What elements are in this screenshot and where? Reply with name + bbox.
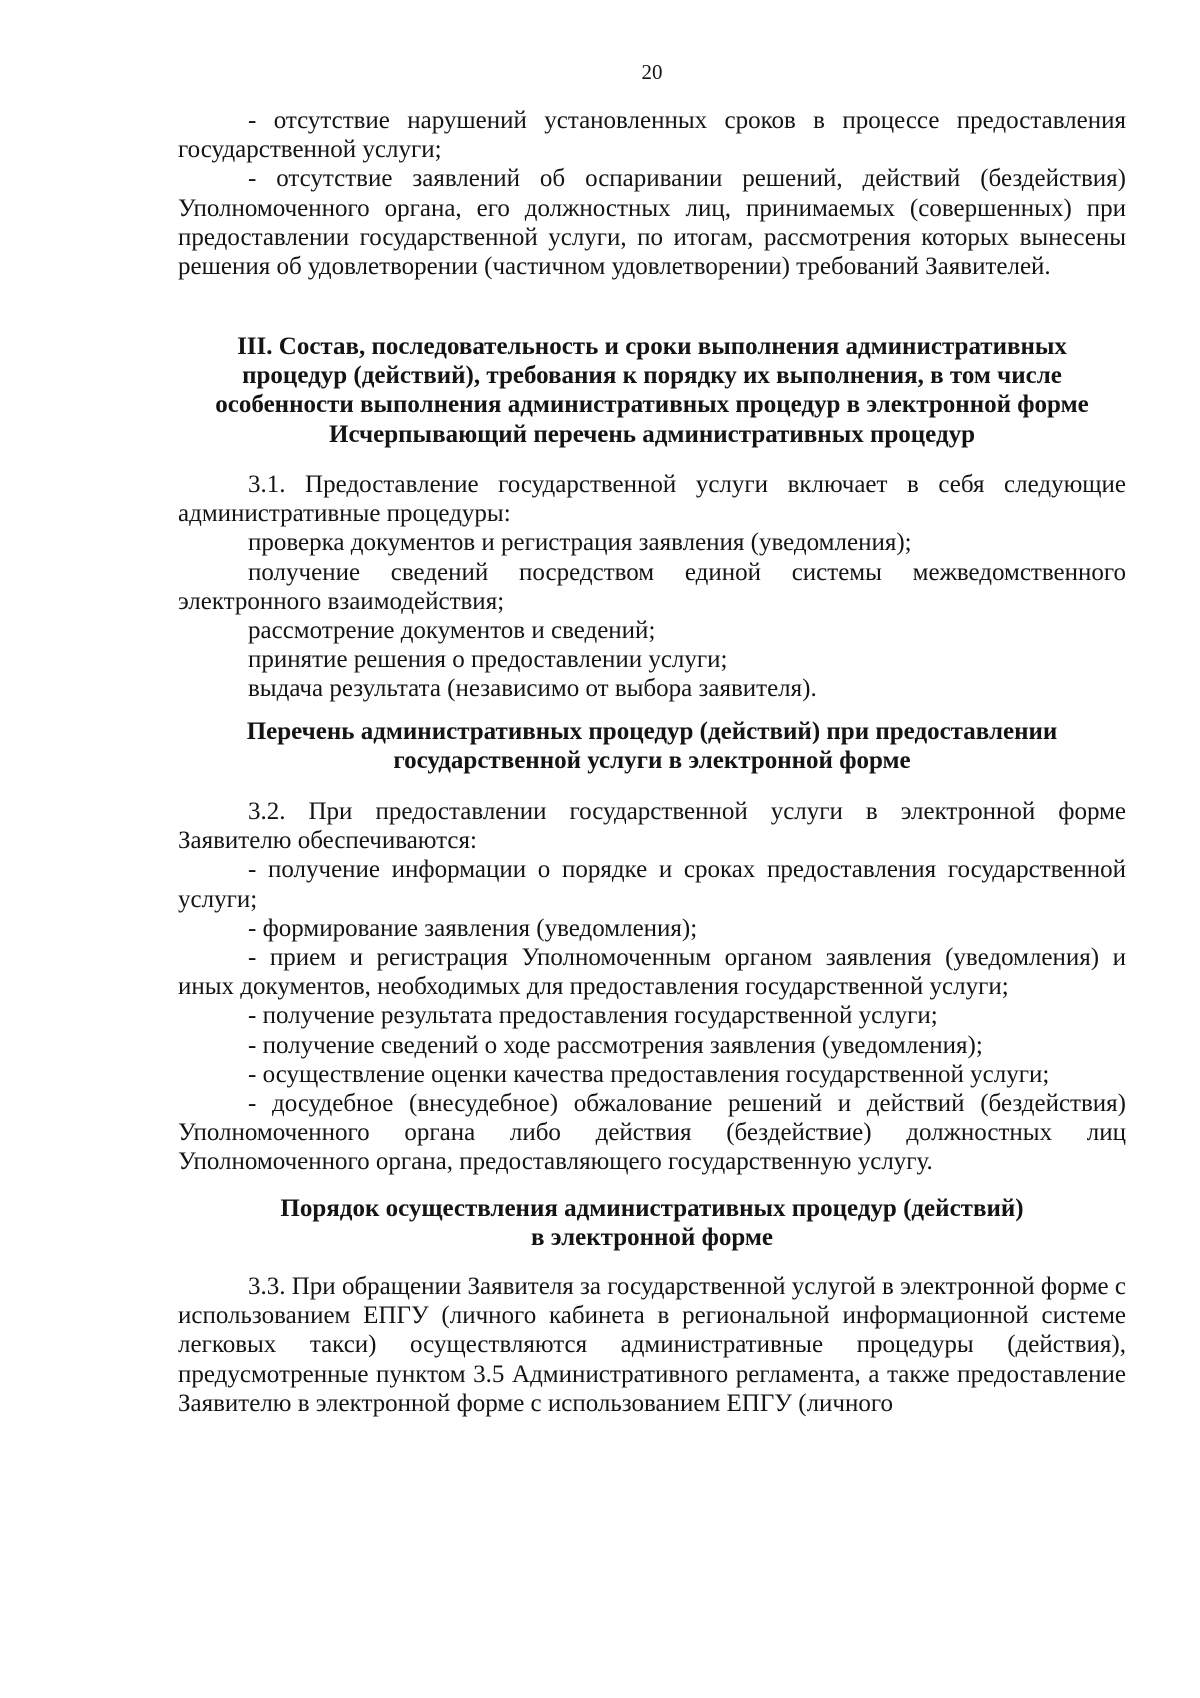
section-heading-electronic-list bbox=[178, 717, 1126, 775]
procedure-order-text bbox=[178, 1272, 1126, 1418]
paragraph: - прием и регистрация Уполномоченным органом заявления (уведомления) и иных документов, необходимых для предоставления государственной услуги; bbox=[178, 944, 1126, 1001]
heading-line: Исчерпывающий перечень административных процедур bbox=[329, 420, 975, 448]
heading-line: процедур (действий), требования к порядку их выполнения, в том числе bbox=[242, 362, 1062, 390]
page-number: 20 bbox=[641, 60, 663, 84]
heading-line: Перечень административных процедур (действий) при предоставлении bbox=[246, 718, 1058, 745]
paragraph: проверка документов и регистрация заявления (уведомления); bbox=[248, 529, 912, 557]
paragraph: - получение сведений о ходе рассмотрения заявления (уведомления); bbox=[248, 1031, 983, 1059]
heading-line: Порядок осуществления административных процедур (действий) bbox=[280, 1195, 1024, 1222]
procedures-list bbox=[178, 470, 1126, 704]
heading-line: особенности выполнения административных процедур в электронной форме bbox=[215, 391, 1089, 419]
paragraph: - формирование заявления (уведомления); bbox=[248, 914, 698, 942]
paragraph: - осуществление оценки качества предоставления государственной услуги; bbox=[248, 1060, 1050, 1088]
paragraph: - досудебное (внесудебное) обжалование решений и действий (бездействия) Уполномоченного органа либо действия (бездействие) должностных лиц Уполномоченного органа, предоставляющего государственную услугу. bbox=[178, 1090, 1126, 1176]
heading-line: в электронной форме bbox=[530, 1224, 774, 1252]
heading-line: III. Состав, последовательность и сроки выполнения административных bbox=[237, 333, 1067, 360]
paragraph: выдача результата (независимо от выбора заявителя). bbox=[248, 675, 817, 703]
section-heading-iii bbox=[178, 332, 1126, 449]
criteria-list bbox=[178, 106, 1126, 281]
paragraph: рассмотрение документов и сведений; bbox=[248, 617, 656, 645]
paragraph: - отсутствие нарушений установленных сроков в процессе предоставления государственной услуги; bbox=[178, 107, 1126, 164]
paragraph: 3.1. Предоставление государственной услуги включает в себя следующие административные процедуры: bbox=[178, 471, 1126, 528]
paragraph: - получение результата предоставления государственной услуги; bbox=[248, 1002, 938, 1030]
paragraph: принятие решения о предоставлении услуги; bbox=[248, 646, 728, 674]
paragraph: - получение информации о порядке и сроках предоставления государственной услуги; bbox=[178, 856, 1126, 913]
section-heading-procedure-order bbox=[178, 1194, 1126, 1252]
paragraph: - отсутствие заявлений об оспаривании решений, действий (бездействия) Уполномоченного органа, его должностных лиц, принимаемых (совершенных) при предоставлении государственной услуги, по итогам, рассмотрения которых вынесены решения об удовлетворении (частичном удовлетворении) требований Заявителей. bbox=[178, 165, 1126, 281]
heading-line: государственной услуги в электронной форме bbox=[393, 747, 911, 775]
electronic-services-list bbox=[178, 797, 1126, 1177]
paragraph: 3.3. При обращении Заявителя за государственной услугой в электронной форме с использованием ЕПГУ (личного кабинета в региональной информационной системе легковых такси) осуществляются административные процедуры (действия), предусмотренные пунктом 3.5 Административного регламента, а также предоставление Заявителю в электронной форме с использованием ЕПГУ (личного bbox=[178, 1273, 1126, 1417]
paragraph: 3.2. При предоставлении государственной услуги в электронной форме Заявителю обеспечиваются: bbox=[178, 798, 1126, 855]
paragraph: получение сведений посредством единой системы межведомственного электронного взаимодействия; bbox=[178, 558, 1126, 615]
